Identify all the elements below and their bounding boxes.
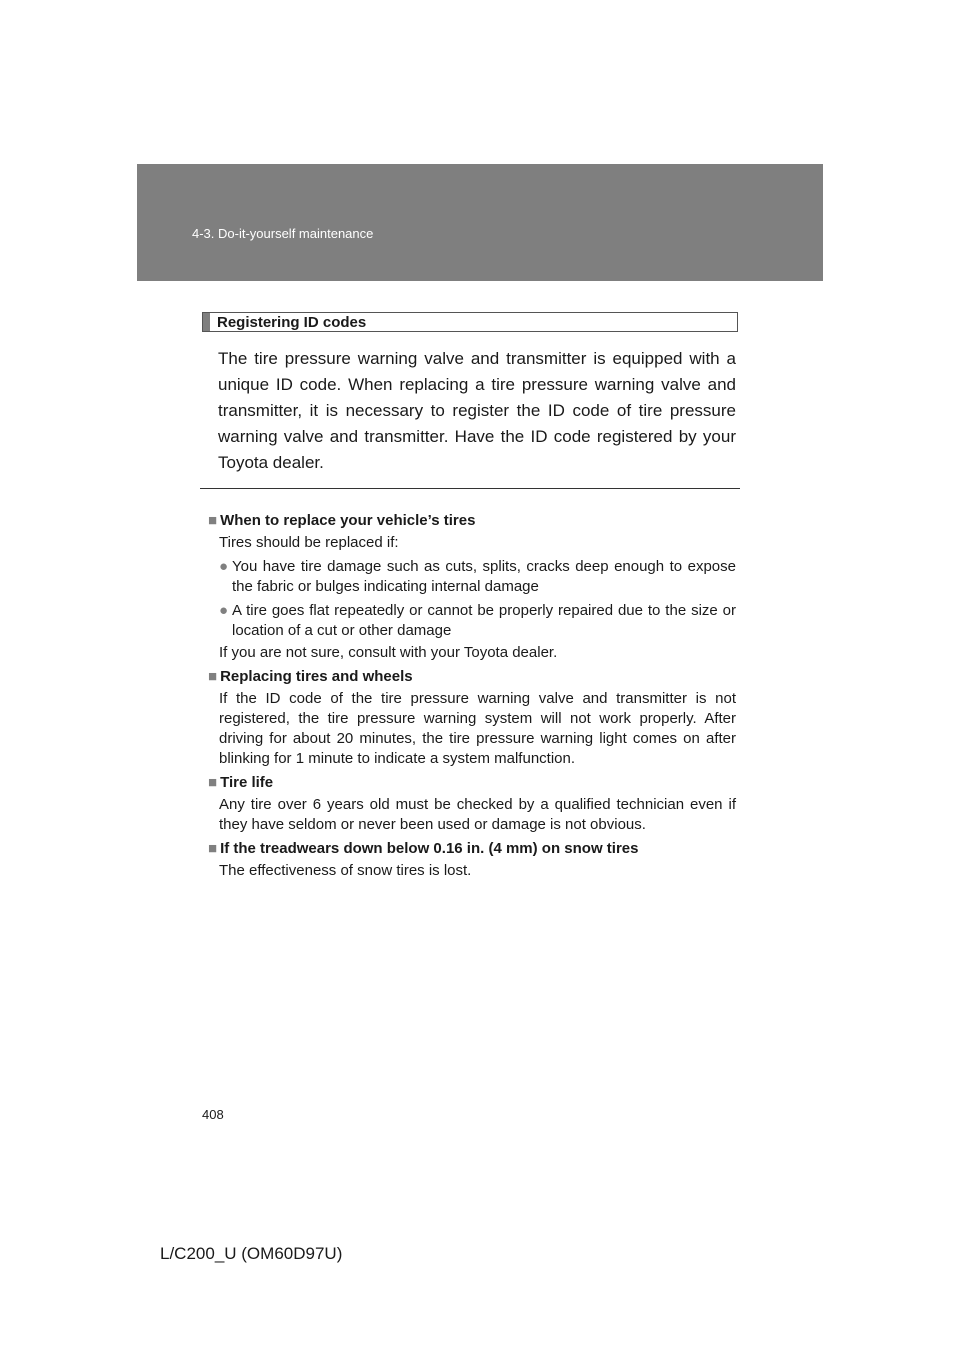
registering-heading-box (202, 312, 738, 332)
notes-section (208, 507, 736, 881)
note-intro: Tires should be replaced if: (219, 534, 399, 551)
square-bullet-icon: ■ (208, 668, 218, 685)
circle-bullet-icon: ● (219, 602, 229, 619)
note-body-replacing-wheels: If the ID code of the tire pressure warning valve and transmitter is not registered, the tire pressure warning system will not work properly. After driving for about 20 minutes, the tire pressure warning light comes on after blinking for 1 minute to indicate a system malfunction. (219, 690, 736, 767)
registering-heading: Registering ID codes (217, 314, 367, 331)
note-body-treadwear: The effectiveness of snow tires is lost. (219, 862, 472, 879)
divider-rule (200, 488, 740, 489)
list-item: ● A tire goes flat repeatedly or cannot be properly repaired due to the size or location of a cut or other damage (219, 602, 736, 639)
square-bullet-icon: ■ (208, 840, 218, 857)
square-bullet-icon: ■ (208, 512, 218, 529)
registering-body: The tire pressure warning valve and transmitter is equipped with a unique ID code. When replacing a tire pressure warning valve and transmitter, it is necessary to register the ID code of tire pressure warning valve and transmitter. Have the ID code registered by your Toyota dealer. (218, 349, 736, 472)
note-title-replace: ■ When to replace your vehicle’s tires (208, 512, 476, 529)
note-title-treadwear: ■ If the treadwears down below 0.16 in. (4 mm) on snow tires (208, 840, 639, 857)
square-bullet-icon: ■ (208, 774, 218, 791)
note-title-tire-life: ■ Tire life (208, 774, 274, 791)
note-outro: If you are not sure, consult with your Toyota dealer. (219, 644, 558, 661)
circle-bullet-icon: ● (219, 558, 229, 575)
section-header-band (137, 164, 823, 281)
list-item: ● You have tire damage such as cuts, splits, cracks deep enough to expose the fabric or bulges indicating internal damage (219, 558, 736, 595)
note-title-replacing-wheels: ■ Replacing tires and wheels (208, 668, 413, 685)
section-label: 4-3. Do-it-yourself maintenance (192, 226, 374, 241)
heading-accent-bar (203, 313, 210, 331)
page-number: 408 (202, 1107, 224, 1122)
note-body-tire-life: Any tire over 6 years old must be checked by a qualified technician even if they have seldom or never been used or damage is not obvious. (219, 796, 736, 833)
footer-code: L/C200_U (OM60D97U) (160, 1244, 343, 1263)
